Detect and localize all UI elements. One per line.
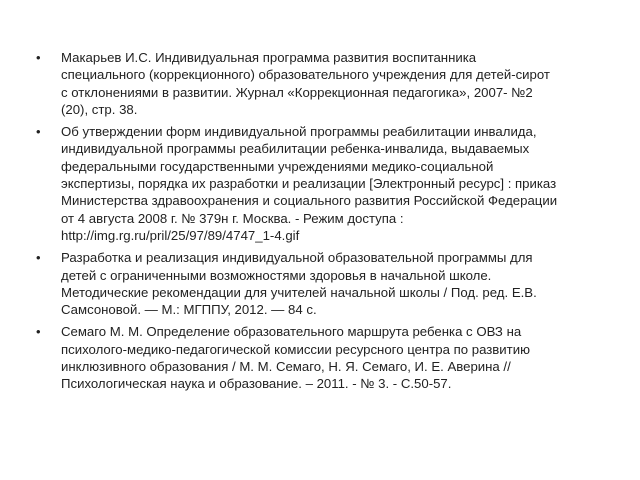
reference-line: инклюзивного образования / М. М. Семаго, Н. Я. Семаго, И. Е. Аверина // (61, 359, 511, 375)
reference-line: Разработка и реализация индивидуальной образовательной программы для (61, 250, 533, 266)
bullet-icon: • (36, 324, 41, 340)
reference-line: Методические рекомендации для учителей начальной школы / Под. ред. Е.В. (61, 284, 537, 300)
reference-line: специального (коррекционного) образовательного учреждения для детей-сирот (61, 67, 550, 83)
reference-line: детей с ограниченными возможностями здоровья в начальной школе. (61, 267, 492, 283)
reference-text (61, 49, 602, 118)
reference-item (36, 123, 602, 244)
reference-text (61, 249, 602, 318)
bullet-icon: • (36, 124, 41, 140)
reference-line: от 4 августа 2008 г. № 379н г. Москва. - Режим доступа : (61, 210, 404, 226)
reference-item (36, 323, 602, 392)
reference-line: с отклонениями в развитии. Журнал «Коррекционная педагогика», 2007- №2 (61, 84, 533, 100)
reference-line: Семаго М. М. Определение образовательного маршрута ребенка с ОВЗ на (61, 324, 522, 340)
reference-line: (20), стр. 38. (61, 101, 138, 117)
reference-link: http://img.rg.ru/pril/25/97/89/4747_1-4.gif (61, 227, 300, 243)
reference-text (61, 323, 602, 392)
reference-list (36, 49, 602, 398)
reference-line: экспертизы, порядка их разработки и реализации [Электронный ресурс] : приказ (61, 176, 557, 192)
reference-line: Макарьев И.С. Индивидуальная программа развития воспитанника (61, 50, 477, 65)
reference-line: психолого-медико-педагогической комиссии ресурсного центра по развитию (61, 341, 530, 357)
bullet-icon: • (36, 50, 41, 65)
reference-item (36, 49, 602, 118)
reference-text (61, 123, 602, 244)
reference-line: Самсоновой. — М.: МГППУ, 2012. — 84 с. (61, 302, 317, 318)
bullet-icon: • (36, 250, 41, 266)
reference-item (36, 249, 602, 318)
reference-line: индивидуальной программы реабилитации ребенка-инвалида, выдаваемых (61, 141, 530, 157)
reference-line: федеральными государственными учреждениями медико-социальной (61, 158, 494, 174)
reference-line: Об утверждении форм индивидуальной программы реабилитации инвалида, (61, 124, 537, 140)
reference-line: Психологическая наука и образование. – 2011. - № 3. - С.50-57. (61, 376, 452, 392)
reference-line: Министерства здравоохранения и социального развития Российской Федерации (61, 193, 558, 209)
